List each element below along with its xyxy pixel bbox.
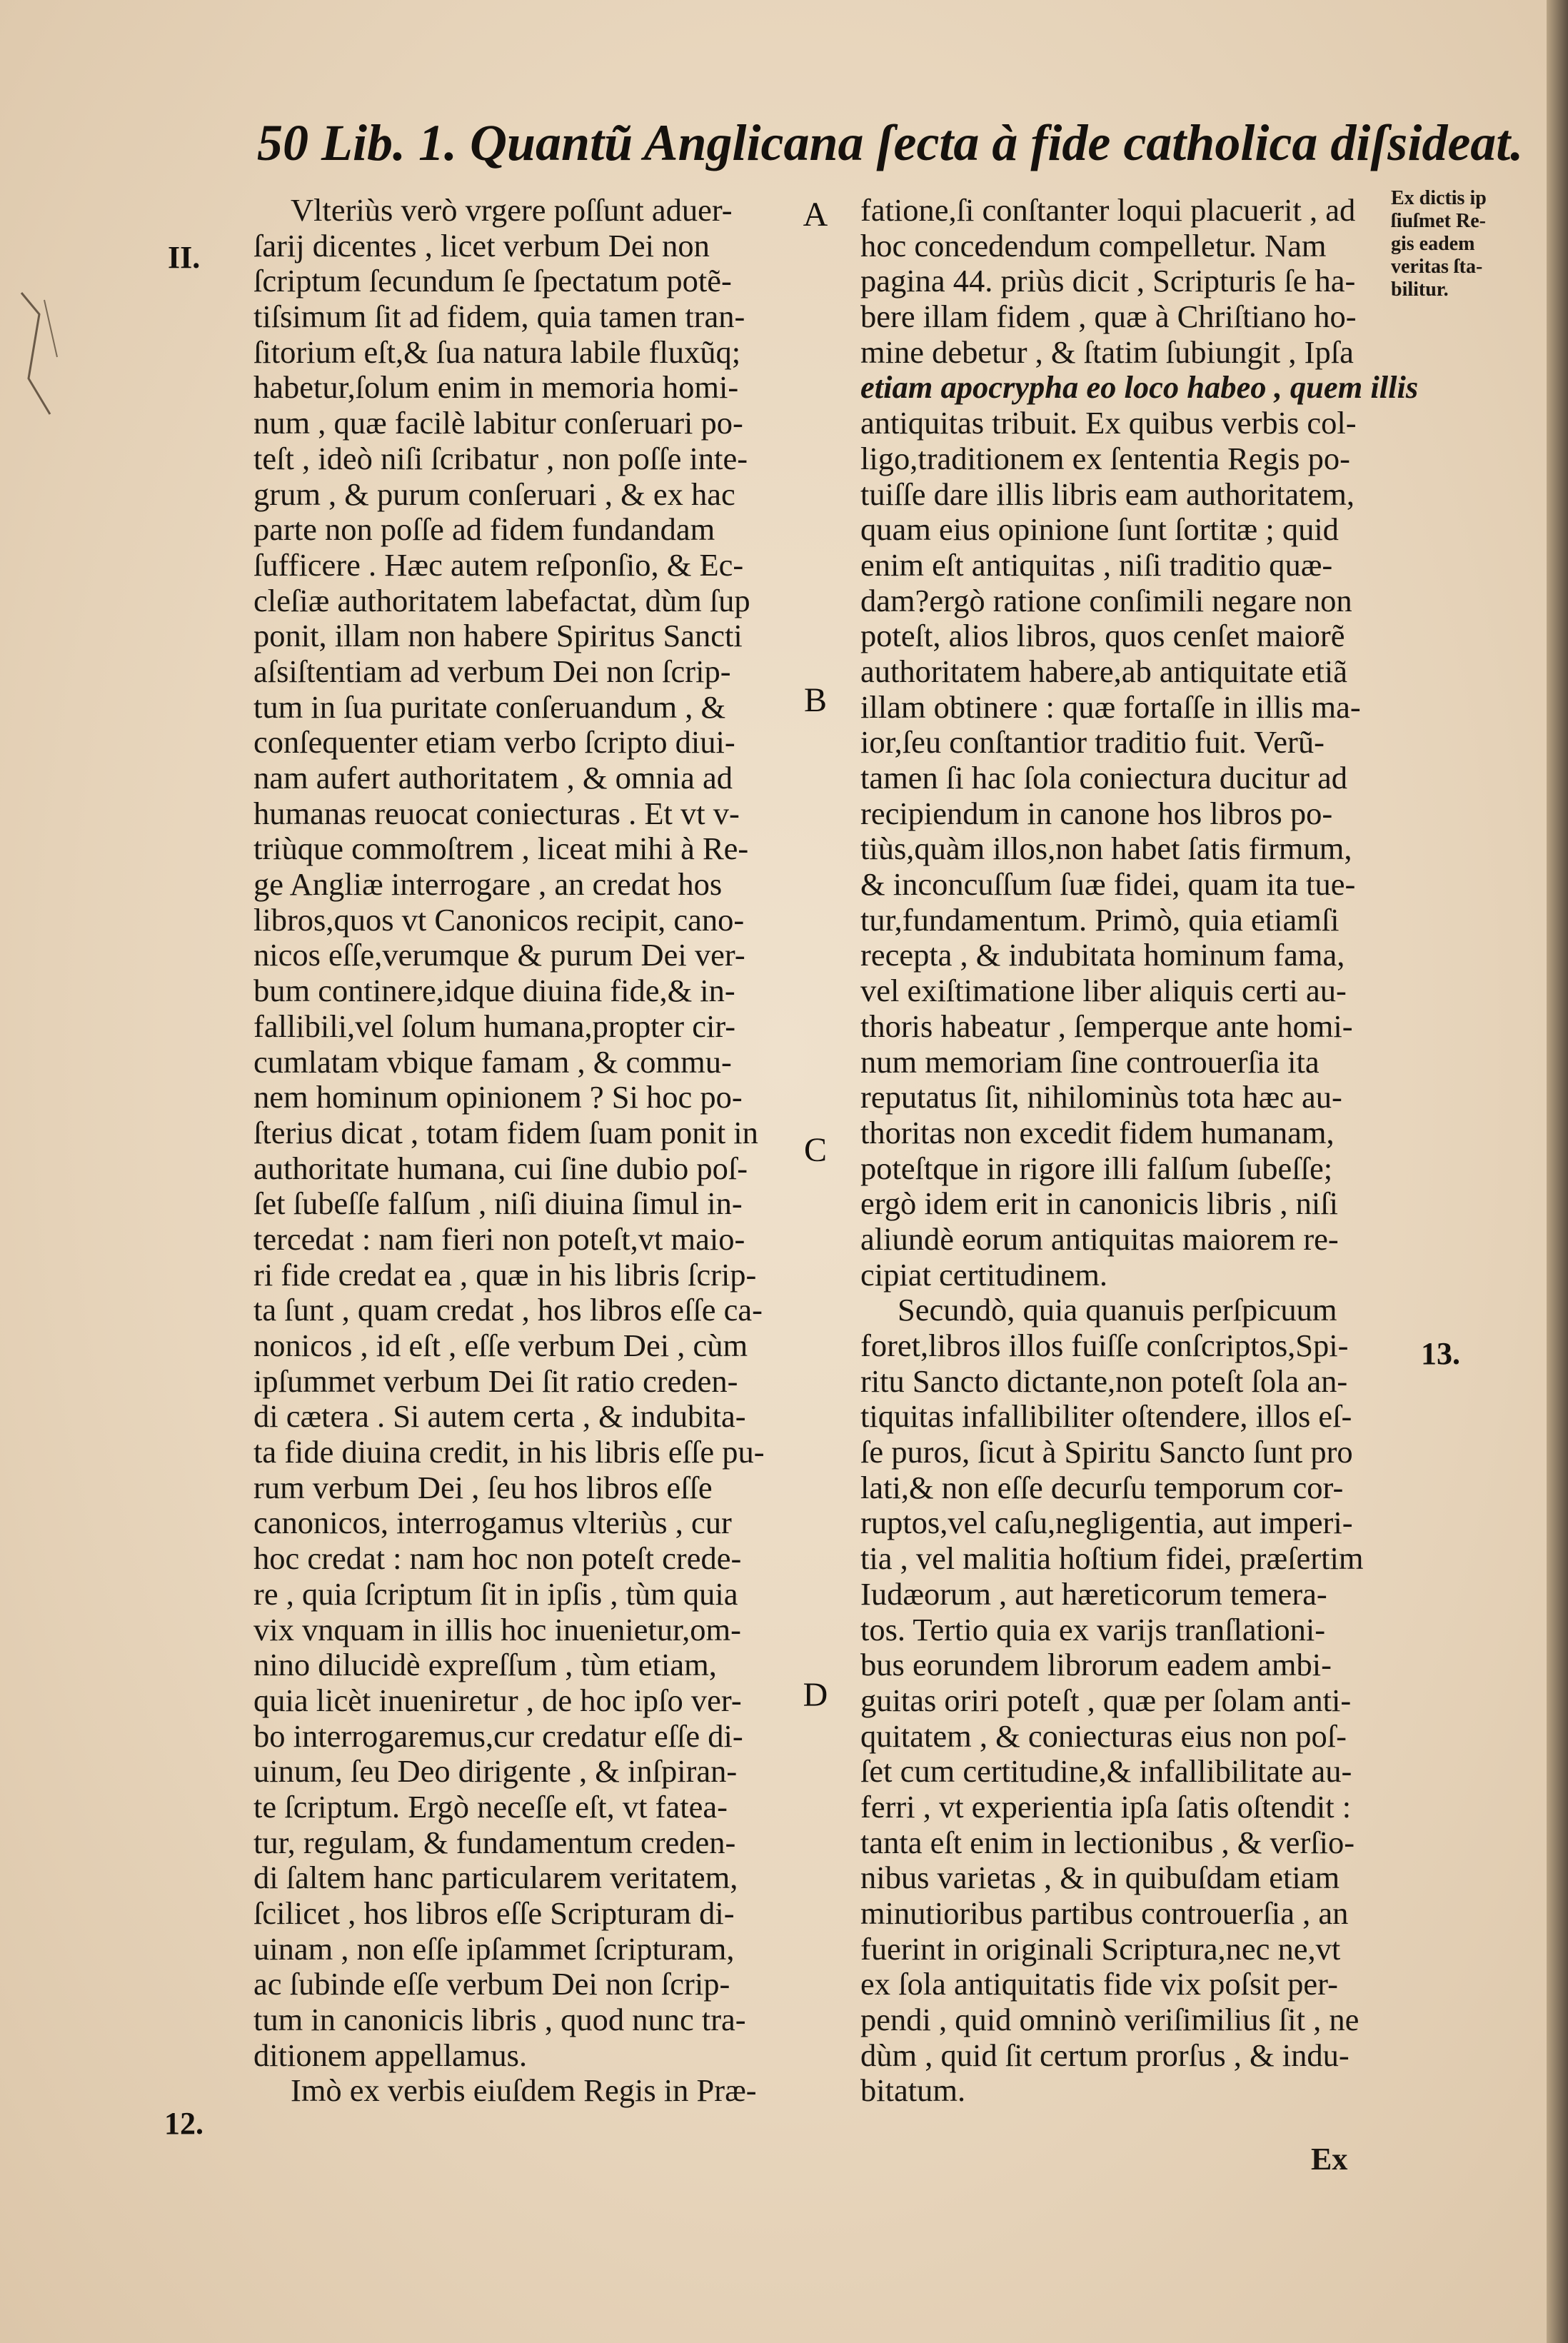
text-line: rum verbum Dei , ſeu hos libros eſſe — [253, 1469, 713, 1505]
text-line: tum in ſua puritate conſeruandum , & — [253, 688, 726, 725]
text-line: pagina 44. priùs dicit , Scripturis ſe ha- — [860, 263, 1356, 299]
text-line: dùm , quid ſit certum prorſus , & indu- — [860, 2037, 1350, 2073]
text-line: parte non poſſe ad fidem fundandam — [253, 511, 715, 548]
text-line: minutioribus partibus controuerſia , an — [860, 1895, 1349, 1931]
text-line: num , quæ facilè labitur conſeruari po- — [253, 405, 743, 441]
text-line: libros,quos vt Canonicos recipit, cano- — [253, 901, 745, 938]
text-line: tamen ſi hac ſola coniectura ducitur ad — [860, 760, 1348, 796]
text-line: ſcriptum ſecundum ſe ſpectatum potẽ- — [253, 263, 732, 299]
text-line: & inconcuſſum ſuæ fidei, quam ita tue- — [860, 866, 1356, 903]
text-line: cleſiæ authoritatem labefactat, dùm ſup — [253, 582, 750, 618]
text-line: authoritate humana, cui ſine dubio poſ- — [253, 1150, 748, 1186]
text-line: nicos eſſe,verumque & purum Dei ver- — [253, 937, 745, 973]
text-line: ſitorium eſt,& ſua natura labile fluxũq; — [253, 333, 741, 370]
text-line: vix vnquam in illis hoc inuenietur,om- — [253, 1611, 741, 1647]
text-line: recepta , & indubitata hominum fama, — [860, 937, 1345, 973]
text-line: tos. Tertio quia ex varijs tranſlationi- — [860, 1611, 1326, 1647]
side-note-line: gis eadem — [1391, 233, 1475, 255]
text-line: ferri , vt experientia ipſa ſatis oſtendit : — [860, 1788, 1352, 1825]
section-letter-b: B — [803, 681, 827, 719]
text-line: ritu Sancto dictante,non poteſt ſola an- — [860, 1363, 1348, 1399]
text-line: vel exiſtimatione liber aliquis certi au- — [860, 973, 1347, 1009]
text-line: reputatus ſit, nihilominùs tota hæc au- — [860, 1079, 1342, 1115]
text-line: tiquitas infallibiliter oſtendere, illos eſ- — [860, 1398, 1352, 1435]
text-line: quia licèt inueniretur , de hoc ipſo ver- — [253, 1682, 742, 1718]
text-line: Secundò, quia quanuis perſpicuum — [898, 1292, 1337, 1328]
text-line: thoris habeatur , ſemperque ante homi- — [860, 1008, 1353, 1044]
text-line: habetur,ſolum enim in memoria homi- — [253, 369, 739, 406]
text-line: Imò ex verbis eiuſdem Regis in Præ- — [291, 2072, 757, 2109]
text-line: nem hominum opinionem ? Si hoc po- — [253, 1079, 743, 1115]
text-line: lati,& non eſſe decurſu temporum cor- — [860, 1469, 1344, 1505]
text-line: tanta eſt enim in lectionibus , & verſio- — [860, 1824, 1355, 1860]
page-number: 50 — [257, 114, 308, 171]
text-line: ipſummet verbum Dei ſit ratio creden- — [253, 1363, 738, 1399]
side-note — [1391, 187, 1534, 301]
text-line: tercedat : nam fieri non poteſt,vt maio- — [253, 1220, 745, 1257]
text-line: uinam , non eſſe ipſammet ſcripturam, — [253, 1930, 735, 1967]
text-line: ge Angliæ interrogare , an credat hos — [253, 866, 723, 903]
text-line: fatione,ſi conſtanter loqui placuerit , ad — [860, 192, 1356, 228]
text-line: tur,fundamentum. Primò, quia etiamſi — [860, 901, 1340, 938]
text-line: mine debetur , & ſtatim ſubiungit , Ipſa — [860, 333, 1354, 370]
text-line: triùque commoſtrem , liceat mihi à Re- — [253, 831, 749, 867]
text-line: ta ſunt , quam credat , hos libros eſſe ca- — [253, 1292, 763, 1328]
text-line: conſequenter etiam verbo ſcripto diui- — [253, 724, 735, 761]
text-line: poteſt, alios libros, quos cenſet maiorẽ — [860, 618, 1345, 654]
text-line: tur, regulam, & fundamentum creden- — [253, 1824, 736, 1860]
text-line: bo interrogaremus,cur credatur eſſe di- — [253, 1717, 743, 1754]
text-line: num memoriam ſine controuerſia ita — [860, 1043, 1320, 1080]
text-line: cumlatam vbique famam , & commu- — [253, 1043, 732, 1080]
text-line: ſterius dicat , totam fidem ſuam ponit in — [253, 1114, 758, 1150]
text-line: ligo,traditionem ex ſententia Regis po- — [860, 440, 1350, 476]
text-line: ta fide diuina credit, in his libris eſſe pu- — [253, 1434, 765, 1470]
text-line: teſt , ideò niſi ſcribatur , non poſſe inte- — [253, 440, 748, 476]
text-line: ri fide credat ea , quæ in his libris ſcrip- — [253, 1256, 757, 1293]
side-note-line: Ex dictis ip — [1391, 187, 1487, 209]
text-line: canonicos, interrogamus vlteriùs , cur — [253, 1505, 732, 1541]
text-line: tuiſſe dare illis libris eam authoritatem, — [860, 476, 1355, 512]
text-line: nino dilucidè expreſſum , tùm etiam, — [253, 1647, 717, 1683]
text-line: enim eſt antiquitas , niſi traditio quæ- — [860, 546, 1333, 583]
text-line: illam obtinere : quæ fortaſſe in illis ma- — [860, 688, 1361, 725]
text-line: ſet cum certitudine,& infallibilitate au- — [860, 1753, 1352, 1790]
text-line: foret,libros illos fuiſſe conſcriptos,Spi- — [860, 1328, 1349, 1363]
margin-number-13: 13. — [1421, 1336, 1460, 1371]
page-edge-shadow — [1547, 0, 1568, 2343]
text-line: bere illam fidem , quæ à Chriſtiano ho- — [860, 298, 1357, 335]
text-line: antiquitas tribuit. Ex quibus verbis col- — [860, 405, 1357, 441]
text-line: ergò idem erit in canonicis libris , niſi — [860, 1185, 1339, 1222]
margin-number-11: II. — [168, 240, 201, 275]
text-line: poteſtque in rigore illi falſum ſubeſſe; — [860, 1150, 1333, 1186]
text-line: aſsiſtentiam ad verbum Dei non ſcrip- — [253, 653, 731, 689]
side-note-line: veritas ſta- — [1391, 256, 1483, 278]
text-line: quitatem , & coniecturas eius non poſ- — [860, 1717, 1347, 1754]
text-line: fuerint in originali Scriptura,nec ne,vt — [860, 1930, 1341, 1967]
text-line: humanas reuocat coniecturas . Et vt v- — [253, 795, 740, 831]
text-line: nam aufert authoritatem , & omnia ad — [253, 760, 733, 796]
text-line: bum continere,idque diuina fide,& in- — [253, 973, 735, 1009]
text-line: dam?ergò ratione conſimili negare non — [860, 582, 1352, 618]
text-line: Iudæorum , aut hæreticorum temera- — [860, 1575, 1327, 1612]
text-line: aliundè eorum antiquitas maiorem re- — [860, 1220, 1339, 1257]
text-line: authoritatem habere,ab antiquitate etiã — [860, 653, 1348, 689]
text-line: guitas oriri poteſt , quæ per ſolam anti- — [860, 1682, 1352, 1718]
text-line: uinum, ſeu Deo dirigente , & inſpiran- — [253, 1753, 738, 1790]
text-line: hoc concedendum compelletur. Nam — [860, 227, 1327, 264]
text-line: recipiendum in canone hos libros po- — [860, 795, 1333, 831]
text-line: cipiat certitudinem. — [860, 1256, 1107, 1293]
text-line: ruptos,vel caſu,negligentia, aut imperi- — [860, 1505, 1353, 1541]
text-line: di cætera . Si autem certa , & indubita- — [253, 1398, 746, 1435]
section-letter-c: C — [803, 1131, 827, 1169]
running-header — [257, 107, 1524, 186]
text-line: tiùs,quàm illos,non habet ſatis firmum, — [860, 831, 1352, 867]
ink-mark — [0, 271, 79, 428]
text-line: ſet ſubeſſe falſum , niſi diuina ſimul in- — [253, 1185, 743, 1222]
text-line: thoritas non excedit fidem humanam, — [860, 1114, 1335, 1150]
text-line: ditionem appellamus. — [253, 2037, 528, 2073]
text-line: ſe puros, ſicut à Spiritu Sancto ſunt pro — [860, 1434, 1353, 1470]
text-line: ponit, illam non habere Spiritus Sancti — [253, 618, 743, 654]
text-line-italic: etiam apocrypha eo loco habeo , quem illis — [860, 369, 1419, 406]
text-line: ac ſubinde eſſe verbum Dei non ſcrip- — [253, 1966, 730, 2002]
text-line: bitatum. — [860, 2072, 966, 2109]
text-line: re , quia ſcriptum ſit in ipſis , tùm quia — [253, 1575, 738, 1612]
text-line: tia , vel malitia hoſtium fidei, præſertim — [860, 1540, 1364, 1577]
text-line: fallibili,vel ſolum humana,propter cir- — [253, 1008, 736, 1044]
text-line: nonicos , id eſt , eſſe verbum Dei , cùm — [253, 1328, 748, 1363]
text-line: tiſsimum ſit ad fidem, quia tamen tran- — [253, 298, 745, 335]
running-title: Lib. 1. Quantũ Anglicana ſecta à fide catholica diſsideat. — [321, 114, 1524, 171]
left-column — [253, 193, 796, 2109]
text-line: ior,ſeu conſtantior traditio fuit. Verũ- — [860, 724, 1325, 761]
section-letter-d: D — [803, 1676, 828, 1714]
text-line: Vlteriùs verò vrgere poſſunt aduer- — [291, 192, 733, 228]
text-line: nibus varietas , & in quibuſdam etiam — [860, 1860, 1340, 1896]
text-line: quam eius opinione ſunt ſortitæ ; quid — [860, 511, 1339, 548]
right-column — [860, 192, 1419, 2109]
text-line: ſufficere . Hæc autem reſponſio, & Ec- — [253, 546, 744, 583]
side-note-line: bilitur. — [1391, 279, 1449, 301]
section-letter-a: A — [803, 196, 828, 234]
text-line: tum in canonicis libris , quod nunc tra- — [253, 2002, 746, 2038]
text-line: ex ſola antiquitatis fide vix poſsit per- — [860, 1966, 1338, 2002]
catchword: Ex — [1311, 2142, 1348, 2177]
text-line: ſcilicet , hos libros eſſe Scripturam di- — [253, 1895, 735, 1931]
margin-number-12: 12. — [164, 2106, 203, 2141]
side-note-line: ſiuſmet Re- — [1391, 210, 1486, 232]
text-line: bus eorundem librorum eadem ambi- — [860, 1647, 1332, 1683]
text-line: di ſaltem hanc particularem veritatem, — [253, 1860, 738, 1896]
text-line: grum , & purum conſeruari , & ex hac — [253, 476, 735, 512]
text-line: ſarij dicentes , licet verbum Dei non — [253, 227, 710, 264]
text-line: pendi , quid omninò veriſimilius ſit , ne — [860, 2002, 1360, 2038]
text-line: te ſcriptum. Ergò neceſſe eſt, vt fatea- — [253, 1788, 728, 1825]
text-line: hoc credat : nam hoc non poteſt crede- — [253, 1540, 742, 1577]
